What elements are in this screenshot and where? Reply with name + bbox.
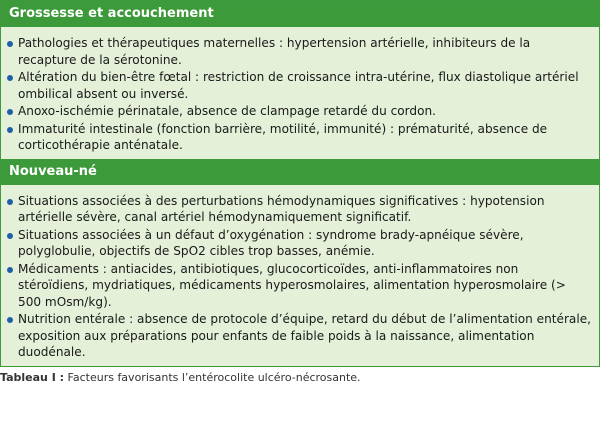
section-body-nouveau-ne — [1, 185, 599, 366]
list-item-text: Situations associées à un défaut d’oxygénation : syndrome brady-apnéique sévère, polyglobulie, objectifs de SpO2 cibles trop basses, anémie. — [18, 227, 524, 258]
bullet-icon — [7, 127, 13, 133]
list-item-text: Altération du bien-être fœtal : restriction de croissance intra-utérine, flux diastolique artériel ombilical absent ou inversé. — [18, 70, 579, 101]
list-item — [7, 311, 591, 361]
list-item — [7, 227, 591, 260]
list-item-text: Anoxo-ischémie périnatale, absence de clampage retardé du cordon. — [18, 104, 436, 118]
list-item — [7, 193, 591, 226]
bullet-icon — [7, 233, 13, 239]
list-item — [7, 69, 591, 102]
list-item-text: Médicaments : antiacides, antibiotiques, glucocorticoïdes, anti-inflammatoires non stéroïdiens, mydriatiques, médicaments hyperosmolaires, alimentation hyperosmolaire (> 500 mOsm/kg). — [18, 261, 566, 309]
bullet-icon — [7, 267, 13, 273]
list-item — [7, 121, 591, 154]
list-item — [7, 35, 591, 68]
caption-text: Facteurs favorisants l’entérocolite ulcéro-nécrosante. — [67, 370, 361, 384]
section-body-grossesse — [1, 27, 599, 159]
table-caption — [0, 371, 600, 385]
bullet-icon — [7, 317, 13, 323]
list-item — [7, 103, 591, 120]
bullet-icon — [7, 41, 13, 47]
caption-label: Tableau I : — [0, 370, 65, 384]
list-item-text: Situations associées à des perturbations hémodynamiques significatives : hypotension artérielle sévère, canal artériel hémodynamiquement significatif. — [18, 193, 545, 224]
bullet-icon — [7, 109, 13, 115]
list-item-text: Immaturité intestinale (fonction barrière, motilité, immunité) : prématurité, absence de corticothérapie anténatale. — [18, 121, 548, 152]
list-item — [7, 261, 591, 311]
section-header-nouveau-ne: Nouveau-né — [1, 159, 599, 185]
list-item-text: Nutrition entérale : absence de protocole d’équipe, retard du début de l’alimentation entérale, exposition aux préparations pour enfants de faible poids à la naissance, alimentation duodénale. — [18, 312, 591, 359]
list-item-text: Pathologies et thérapeutiques maternelles : hypertension artérielle, inhibiteurs de la recapture de la sérotonine. — [18, 36, 531, 67]
bullet-icon — [7, 75, 13, 81]
bullet-icon — [7, 199, 13, 205]
section-header-grossesse: Grossesse et accouchement — [1, 1, 599, 27]
